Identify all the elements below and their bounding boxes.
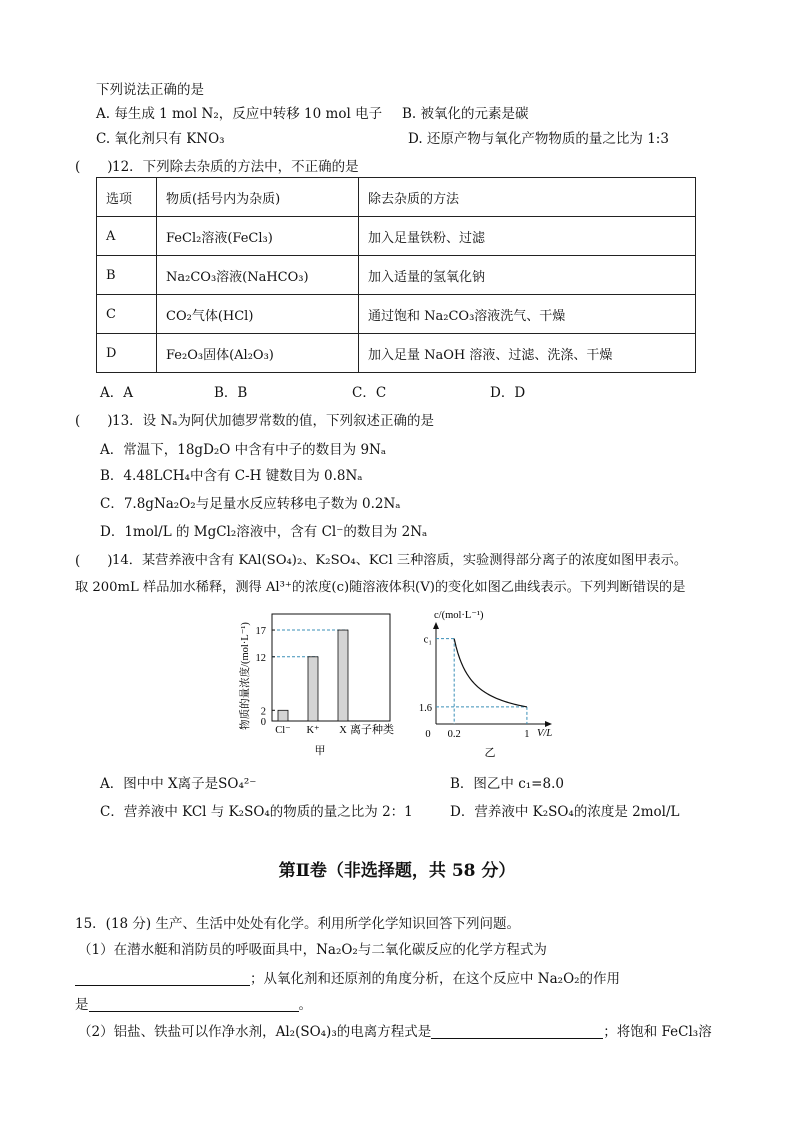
chart-yi-curve xyxy=(454,639,527,707)
q14-option-c: C．营养液中 KCl 与 K₂SO₄的物质的量之比为 2：1 xyxy=(100,804,413,820)
q15-part1-prompt: （1）在潜水艇和消防员的呼吸面具中，Na₂O₂与二氧化碳反应的化学方程式为 xyxy=(78,942,547,958)
table-cell: 加入足量 NaOH 溶液、过滤、洗涤、干燥 xyxy=(359,334,696,373)
q14-answer-bracket: ( ) xyxy=(75,553,113,569)
q12-answer-bracket: ( ) xyxy=(75,159,113,175)
q13-stem: 13．设 Nₐ为阿伏加德罗常数的值，下列叙述正确的是 xyxy=(112,413,434,429)
table-cell: 加入适量的氢氧化钠 xyxy=(359,256,696,295)
q12-option-d: D．D xyxy=(490,385,526,401)
chart-jia-title: 甲 xyxy=(314,745,326,757)
chart-jia-ylabel: 物质的量浓度/(mol·L⁻¹) xyxy=(240,622,251,730)
chart-jia-x-tick: Cl⁻ xyxy=(275,725,291,736)
table-cell: 通过饱和 Na₂CO₃溶液洗气、干燥 xyxy=(359,295,696,334)
q12-option-c: C．C xyxy=(352,385,387,401)
chart-yi-title: 乙 xyxy=(484,747,496,759)
chart-jia-y-tick: 2 xyxy=(260,706,266,718)
table-header: 物质(括号内为杂质) xyxy=(157,178,359,217)
q15-stem: 15．(18 分) 生产、生活中处处有化学。利用所学化学知识回答下列问题。 xyxy=(75,916,520,932)
table-row xyxy=(97,295,696,334)
q15-part1-text: ；从氧化剂和还原剂的角度分析，在这个反应中 Na₂O₂的作用 xyxy=(250,971,621,987)
chart-yi-x-tick: 1 xyxy=(524,729,530,740)
q14-option-b: B．图乙中 c₁=8.0 xyxy=(450,776,564,792)
q13-option-d: D．1mol/L 的 MgCl₂溶液中，含有 Cl⁻的数目为 2Nₐ xyxy=(100,524,428,540)
q11-option-d: D. 还原产物与氧化产物物质的量之比为 1:3 xyxy=(408,131,669,147)
q15-part2-prompt: （2）铝盐、铁盐可以作净水剂，Al₂(SO₄)₃的电离方程式是 xyxy=(78,1024,432,1040)
table-cell: Fe₂O₃固体(Al₂O₃) xyxy=(157,334,359,373)
chart-yi xyxy=(404,604,564,764)
q15-part1-line2 xyxy=(75,967,620,987)
table-cell: B xyxy=(97,256,157,295)
table-row xyxy=(97,334,696,373)
answer-blank-role[interactable] xyxy=(89,997,299,1012)
table-cell: CO₂气体(HCl) xyxy=(157,295,359,334)
q14-stem-line1: 14．某营养液中含有 KAl(SO₄)₂、K₂SO₄、KCl 三种溶质，实验测得部分离子的浓度如图甲表示。 xyxy=(112,553,688,568)
chart-yi-y-arrow xyxy=(433,622,439,629)
q14-option-d: D．营养液中 K₂SO₄的浓度是 2mol/L xyxy=(450,804,680,820)
q13-answer-bracket: ( ) xyxy=(75,413,113,429)
q15-part1-shi: 是 xyxy=(75,997,89,1013)
q15-part2-text: ；将饱和 FeCl₃溶 xyxy=(603,1024,712,1040)
q15-part1-period: 。 xyxy=(298,997,312,1013)
part2-title: 第Ⅱ卷（非选择题，共 58 分） xyxy=(278,861,516,881)
q12-option-b: B．B xyxy=(214,385,248,401)
table-cell: C xyxy=(97,295,157,334)
chart-jia-bar xyxy=(338,630,348,721)
table-cell: FeCl₂溶液(FeCl₃) xyxy=(157,217,359,256)
q15-part2-line xyxy=(78,1020,712,1040)
q12-option-a: A．A xyxy=(100,385,133,401)
table-header-row xyxy=(97,178,696,217)
answer-blank-ionization[interactable] xyxy=(431,1024,603,1039)
chart-jia-bar xyxy=(278,710,288,721)
chart-jia-x-tick: X xyxy=(339,725,347,736)
q14-stem-line2: 取 200mL 样品加水稀释，测得 Al³⁺的浓度(c)随溶液体积(V)的变化如图乙曲线表示。下列判断错误的是 xyxy=(75,580,686,595)
answer-blank-equation[interactable] xyxy=(75,971,250,986)
chart-jia-x-tick: K⁺ xyxy=(306,725,320,736)
chart-yi-x-arrow xyxy=(545,721,552,727)
table-row xyxy=(97,256,696,295)
q15-part1-line3 xyxy=(75,993,312,1013)
chart-jia-xlabel: 离子种类 xyxy=(350,724,394,736)
chart-jia-bar xyxy=(308,657,318,721)
chart-yi-x-tick: 0.2 xyxy=(447,729,461,740)
table-row xyxy=(97,217,696,256)
chart-yi-ylabel: c/(mol·L⁻¹) xyxy=(434,610,484,621)
chart-jia-y-tick: 12 xyxy=(255,652,266,664)
chart-jia-y-tick: 0 xyxy=(260,717,266,728)
q11-option-a: A. 每生成 1 mol N₂，反应中转移 10 mol 电子 xyxy=(96,106,383,122)
chart-yi-xlabel: V/L xyxy=(537,728,553,739)
q12-table xyxy=(96,177,696,373)
table-cell: 加入足量铁粉、过滤 xyxy=(359,217,696,256)
table-cell: D xyxy=(97,334,157,373)
table-header: 选项 xyxy=(97,178,157,217)
chart-yi-x-tick: 0 xyxy=(425,729,431,740)
chart-yi-y-tick: c₁ xyxy=(423,634,432,646)
q11-stem: 下列说法正确的是 xyxy=(96,82,204,98)
table-cell: Na₂CO₃溶液(NaHCO₃) xyxy=(157,256,359,295)
q11-option-c: C. 氧化剂只有 KNO₃ xyxy=(96,131,225,147)
q13-option-c: C．7.8gNa₂O₂与足量水反应转移电子数为 0.2Nₐ xyxy=(100,496,401,512)
q14-option-a: A．图中中 X离子是SO₄²⁻ xyxy=(100,776,257,792)
q13-option-a: A．常温下，18gD₂O 中含有中子的数目为 9Nₐ xyxy=(100,442,387,458)
chart-yi-y-tick: 1.6 xyxy=(418,702,432,714)
q11-option-b: B. 被氧化的元素是碳 xyxy=(402,106,529,122)
chart-jia-y-tick: 17 xyxy=(255,626,266,638)
chart-jia xyxy=(232,606,402,760)
q13-option-b: B．4.48LCH₄中含有 C-H 键数目为 0.8Nₐ xyxy=(100,468,363,484)
table-header: 除去杂质的方法 xyxy=(359,178,696,217)
q12-stem: 12．下列除去杂质的方法中，不正确的是 xyxy=(112,159,359,175)
table-cell: A xyxy=(97,217,157,256)
